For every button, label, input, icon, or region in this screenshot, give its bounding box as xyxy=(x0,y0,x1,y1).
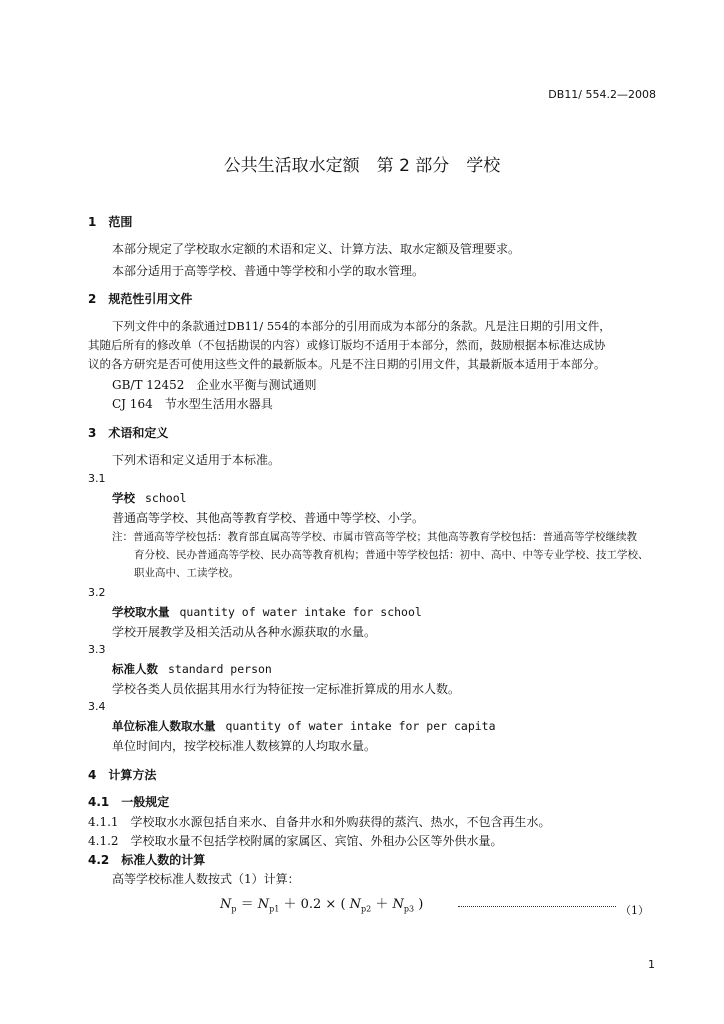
term-en: standard person xyxy=(168,662,272,676)
section-heading-scope: 1 范围 xyxy=(88,215,133,229)
page-number: 1 xyxy=(648,958,655,971)
reference-item: CJ 164 节水型生活用水器具 xyxy=(112,397,273,411)
term-en: quantity of water intake for school xyxy=(179,605,422,619)
formula: $N_p = N_{p1} + 0.2$ × ( $N_{p2} + N_{p3}$ ) xyxy=(220,897,424,914)
paragraph: 本部分规定了学校取水定额的术语和定义、计算方法、取水定额及管理要求。 xyxy=(112,242,521,256)
term-definition: 单位时间内，按学校标准人数核算的人均取水量。 xyxy=(112,739,377,753)
paragraph: 高等学校标准人数按式（1）计算： xyxy=(112,872,300,886)
term-zh: 学校取水量 xyxy=(112,605,170,619)
clause: 4.1.1 学校取水水源包括自来水、自备井水和外购获得的蒸汽、热水，不包含再生水。 xyxy=(88,815,551,829)
note-line: 注：普通高等学校包括：教育部直属高等学校、市属市管高等学校；其他高等教育学校包括：普通高等学校继续教 xyxy=(112,531,637,543)
term-number: 3.1 xyxy=(88,472,106,485)
term-en: school xyxy=(145,491,187,505)
paragraph-line: 下列文件中的条款通过DB11/ 554的本部分的引用而成为本部分的条款。凡是注日期的引用文件， xyxy=(112,319,611,333)
paragraph-line: 议的各方研究是否可使用这些文件的最新版本。凡是不注日期的引用文件，其最新版本适用于本部分。 xyxy=(88,357,606,371)
term-en: quantity of water intake for per capita xyxy=(225,719,496,733)
term-definition: 学校各类人员依据其用水行为特征按一定标准折算成的用水人数。 xyxy=(112,682,461,696)
term-definition: 学校开展教学及相关活动从各种水源获取的水量。 xyxy=(112,625,377,639)
term-title xyxy=(112,661,272,677)
term-zh: 学校 xyxy=(112,491,135,505)
document-number: DB11/ 554.2—2008 xyxy=(548,88,656,101)
term-title xyxy=(112,718,496,734)
paragraph-line: 其随后所有的修改单（不包括勘误的内容）或修订版均不适用于本部分，然而，鼓励根据本标准达成协 xyxy=(88,338,606,352)
term-number: 3.3 xyxy=(88,643,106,656)
page-title: 公共生活取水定额 第 2 部分 学校 xyxy=(223,156,501,176)
paragraph: 本部分适用于高等学校、普通中等学校和小学的取水管理。 xyxy=(112,264,425,278)
reference-item: GB/T 12452 企业水平衡与测试通则 xyxy=(112,378,317,392)
note-line: 育分校、民办普通高等学校、民办高等教育机构；普通中等学校包括：初中、高中、中等专业学校、技工学校、 xyxy=(134,549,649,561)
note-line: 职业高中、工读学校。 xyxy=(134,567,239,579)
term-zh: 单位标准人数取水量 xyxy=(112,719,216,733)
section-heading-calculation: 4 计算方法 xyxy=(88,768,157,782)
section-heading-terms: 3 术语和定义 xyxy=(88,426,169,440)
term-zh: 标准人数 xyxy=(112,662,158,676)
clause: 4.1.2 学校取水量不包括学校附属的家属区、宾馆、外租办公区等外供水量。 xyxy=(88,834,503,848)
term-title xyxy=(112,604,422,620)
subsection-heading: 4.2 标准人数的计算 xyxy=(88,853,206,867)
section-heading-references: 2 规范性引用文件 xyxy=(88,292,193,306)
equation-number: （1） xyxy=(620,904,649,917)
subsection-heading: 4.1 一般规定 xyxy=(88,795,170,809)
term-number: 3.2 xyxy=(88,586,106,599)
term-definition: 普通高等学校、其他高等教育学校、普通中等学校、小学。 xyxy=(112,511,425,525)
term-number: 3.4 xyxy=(88,700,106,713)
term-title xyxy=(112,490,187,506)
paragraph: 下列术语和定义适用于本标准。 xyxy=(112,453,281,467)
leader-dots xyxy=(458,898,616,907)
